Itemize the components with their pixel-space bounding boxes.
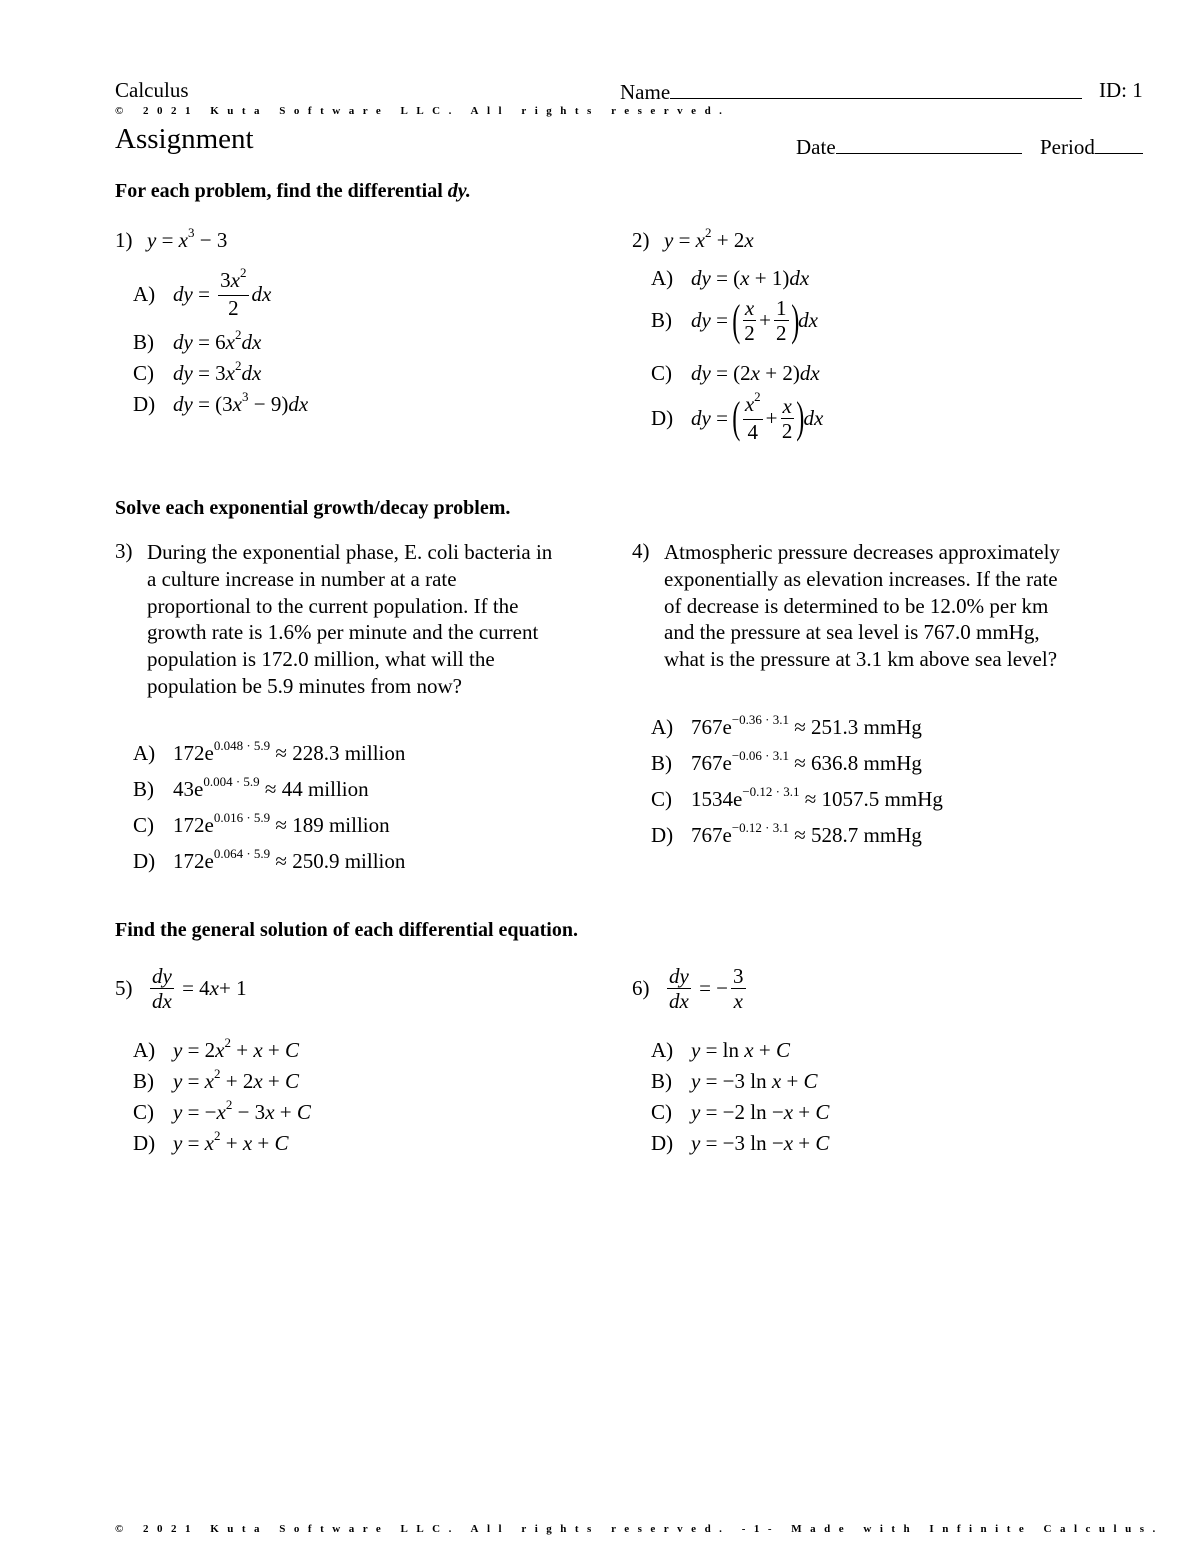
page-number: -1-: [741, 1523, 781, 1535]
p3a-exp: 0.048 · 5.9: [213, 738, 271, 753]
name-line[interactable]: [670, 78, 1082, 99]
p3a-result: ≈ 228.3 million: [275, 741, 406, 765]
problem-6-question: 6) $\frac{dy}{dx}$ = − $\frac{3}{x}$: [632, 964, 744, 1013]
problem-3-choice-c[interactable]: C) $172e^{0.016 \cdot 5.9} \approx 189$ million: [133, 810, 390, 837]
p4c-base: 1534e: [691, 787, 743, 811]
problem-5-choice-c[interactable]: C) $y = -x^2 - 3x + C$: [133, 1097, 311, 1124]
p4a-exp: −0.36 · 3.1: [731, 712, 789, 727]
p4c-exp: −0.12 · 3.1: [742, 784, 800, 799]
problem-3-number: 3): [115, 539, 133, 563]
subject: Calculus: [115, 78, 189, 102]
problem-1-choice-d[interactable]: D) dy = $(3x^3 - 9)dx$: [133, 389, 309, 416]
problem-1-choice-a[interactable]: A) dy = $\frac{3x^2}{2}$ dx: [133, 265, 272, 320]
problem-4-number: 4): [632, 539, 650, 563]
problem-2-choice-c[interactable]: C) dy = (2x + 2)dx: [651, 361, 820, 385]
period-label: Period: [1040, 135, 1095, 159]
problem-6-choice-c[interactable]: C) y = −2 ln −x + C: [651, 1100, 830, 1124]
problem-4-text: Atmospheric pressure decreases approximately exponentially as elevation increases. If the rate of decrease is determined to be 12.0% per km and the pressure at sea level is 767.0 mmHg, what is the pressure at 3.1 km above sea level?: [664, 540, 1060, 672]
problem-3-choice-d[interactable]: D) $172e^{0.064 \cdot 5.9} \approx 250.9$ million: [133, 846, 406, 873]
p3a-base: 172e: [173, 741, 214, 765]
section-1-instruction: [115, 180, 471, 203]
p4d-exp: −0.12 · 3.1: [731, 820, 789, 835]
date-label: Date: [796, 135, 836, 159]
p3d-result: ≈ 250.9 million: [275, 849, 406, 873]
problem-5-choice-d[interactable]: D) $y = x^2 + x + C$: [133, 1128, 289, 1155]
problem-6-choice-a[interactable]: A) y = ln x + C: [651, 1038, 790, 1062]
name-label: Name: [620, 80, 671, 104]
period-field[interactable]: [1040, 133, 1143, 160]
section-2-instruction: Solve each exponential growth/decay problem.: [115, 497, 511, 519]
problem-2-choice-d[interactable]: D) dy = ( $\frac{x^2}{4}$ + $\frac{x}{2}$ ) dx: [651, 389, 824, 444]
footer-copyright: © 2021 Kuta Software LLC. All rights reserved.: [115, 1523, 731, 1535]
p3c-base: 172e: [173, 813, 214, 837]
p4b-base: 767e: [691, 751, 732, 775]
section-1-var: dy.: [447, 180, 471, 202]
problem-5-question: 5) $\frac{dy}{dx}$ = 4 x + 1: [115, 964, 247, 1013]
date-field[interactable]: [796, 133, 1022, 160]
p4b-result: ≈ 636.8 mmHg: [794, 751, 922, 775]
problem-4-choice-b[interactable]: B) $767e^{-0.06 \cdot 3.1} \approx 636.8$ mmHg: [651, 748, 922, 775]
problem-2-question: 2) $y = x^2 + 2x$: [632, 225, 754, 252]
problem-3-choice-b[interactable]: B) $43e^{0.004 \cdot 5.9} \approx 44$ million: [133, 774, 369, 801]
problem-3-text: During the exponential phase, E. coli bacteria in a culture increase in number at a rate proportional to the current population. If the growth rate is 1.6% per minute and the current population is 172.0 million, what will the population be 5.9 minutes from now?: [147, 540, 553, 698]
p3b-exp: 0.004 · 5.9: [203, 774, 260, 789]
id-label: ID: 1: [1099, 78, 1143, 102]
problem-3-choice-a[interactable]: A) $172e^{0.048 \cdot 5.9} \approx 228.3$ million: [133, 738, 406, 765]
problem-6-choice-d[interactable]: D) y = −3 ln −x + C: [651, 1131, 830, 1155]
p4c-result: ≈ 1057.5 mmHg: [804, 787, 943, 811]
p4b-exp: −0.06 · 3.1: [731, 748, 789, 763]
problem-4-choice-d[interactable]: D) $767e^{-0.12 \cdot 3.1} \approx 528.7$ mmHg: [651, 820, 922, 847]
footer: [115, 1523, 1164, 1535]
problem-4-choice-c[interactable]: C) $1534e^{-0.12 \cdot 3.1} \approx 1057.5$ mmHg: [651, 784, 943, 811]
problem-1-question: 1) $y = x^3 - 3$: [115, 225, 228, 252]
p3d-exp: 0.064 · 5.9: [213, 846, 271, 861]
p3d-base: 172e: [173, 849, 214, 873]
problem-5-choice-a[interactable]: A) $y = 2x^2 + x + C$: [133, 1035, 300, 1062]
name-field[interactable]: [620, 78, 1082, 105]
p4a-base: 767e: [691, 715, 732, 739]
problem-5-choice-b[interactable]: B) $y = x^2 + 2x + C$: [133, 1066, 300, 1093]
problem-4-choice-a[interactable]: A) $767e^{-0.36 \cdot 3.1} \approx 251.3$ mmHg: [651, 712, 922, 739]
footer-made-with: Made with Infinite Calculus.: [791, 1523, 1164, 1535]
date-line[interactable]: [836, 133, 1022, 154]
page-title: Assignment: [115, 123, 254, 155]
p3c-result: ≈ 189 million: [275, 813, 390, 837]
p3b-result: ≈ 44 million: [264, 777, 369, 801]
p4d-base: 767e: [691, 823, 732, 847]
section-1-text: For each problem, find the differential: [115, 180, 443, 202]
problem-1-choice-b[interactable]: B) dy = $6x^2dx$: [133, 327, 262, 354]
section-3-instruction: Find the general solution of each differential equation.: [115, 919, 578, 941]
problem-2-choice-a[interactable]: A) dy = (x + 1)dx: [651, 266, 810, 290]
p3b-base: 43e: [173, 777, 204, 801]
copyright-header: © 2021 Kuta Software LLC. All rights reserved.: [115, 105, 731, 117]
problem-6-choice-b[interactable]: B) y = −3 ln x + C: [651, 1069, 818, 1093]
problem-1-choice-c[interactable]: C) dy = $3x^2dx$: [133, 358, 262, 385]
p3c-exp: 0.016 · 5.9: [213, 810, 271, 825]
p4d-result: ≈ 528.7 mmHg: [794, 823, 922, 847]
period-line[interactable]: [1095, 133, 1143, 154]
problem-2-choice-b[interactable]: B) dy = ( $\frac{x}{2}$ + $\frac{1}{2}$ ) dx: [651, 295, 818, 345]
p4a-result: ≈ 251.3 mmHg: [794, 715, 922, 739]
